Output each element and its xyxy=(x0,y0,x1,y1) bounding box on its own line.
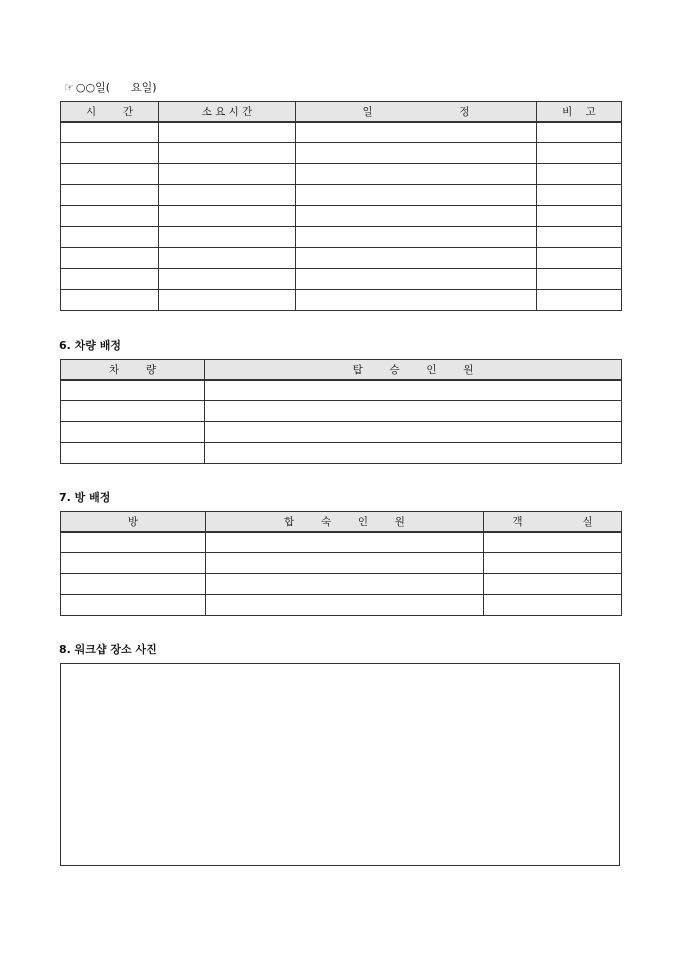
table-cell xyxy=(296,290,537,311)
table-cell xyxy=(159,269,296,290)
table-cell xyxy=(296,143,537,164)
table-cell xyxy=(159,122,296,143)
table-cell xyxy=(205,401,622,422)
schedule-row xyxy=(61,164,622,185)
col-header-duration: 소 요 시 간 xyxy=(159,102,296,122)
table-cell xyxy=(61,269,159,290)
table-cell xyxy=(159,164,296,185)
table-cell xyxy=(61,227,159,248)
table-cell xyxy=(159,206,296,227)
table-cell xyxy=(537,185,622,206)
table-cell xyxy=(205,380,622,401)
table-cell xyxy=(296,248,537,269)
schedule-row xyxy=(61,206,622,227)
day-header-text: ○○일( 요일) xyxy=(75,81,157,94)
table-cell xyxy=(61,574,206,595)
table-cell xyxy=(296,269,537,290)
table-cell xyxy=(206,553,484,574)
photo-section-title: 8. 워크샵 장소 사진 xyxy=(59,643,157,656)
table-cell xyxy=(537,122,622,143)
col-header-room: 방 xyxy=(61,512,206,532)
room-table xyxy=(60,511,622,616)
table-cell xyxy=(206,595,484,616)
table-cell xyxy=(61,595,206,616)
table-cell xyxy=(296,185,537,206)
table-cell xyxy=(537,269,622,290)
table-cell xyxy=(61,206,159,227)
room-row xyxy=(61,553,622,574)
table-cell xyxy=(206,532,484,553)
table-cell xyxy=(296,164,537,185)
schedule-row xyxy=(61,269,622,290)
table-cell xyxy=(159,248,296,269)
room-section-title: 7. 방 배정 xyxy=(59,491,111,504)
schedule-row xyxy=(61,290,622,311)
col-header-passengers: 탑 승 인 원 xyxy=(205,360,622,380)
col-header-guestroom: 객 실 xyxy=(484,512,622,532)
table-cell xyxy=(159,227,296,248)
col-header-lodgers: 합 숙 인 원 xyxy=(206,512,484,532)
table-cell xyxy=(537,290,622,311)
schedule-row xyxy=(61,248,622,269)
vehicle-header-row xyxy=(61,360,622,380)
room-row xyxy=(61,595,622,616)
schedule-row xyxy=(61,227,622,248)
room-header-row xyxy=(61,512,622,532)
vehicle-table xyxy=(60,359,622,464)
table-cell xyxy=(537,143,622,164)
col-header-remarks: 비 고 xyxy=(537,102,622,122)
vehicle-row xyxy=(61,443,622,464)
table-cell xyxy=(206,574,484,595)
vehicle-row xyxy=(61,422,622,443)
table-cell xyxy=(484,595,622,616)
schedule-table xyxy=(60,101,622,311)
table-cell xyxy=(205,443,622,464)
table-cell xyxy=(61,380,205,401)
table-cell xyxy=(296,122,537,143)
schedule-row xyxy=(61,143,622,164)
room-row xyxy=(61,574,622,595)
workshop-photo-box xyxy=(60,663,620,866)
schedule-row xyxy=(61,185,622,206)
vehicle-row xyxy=(61,380,622,401)
table-cell xyxy=(205,422,622,443)
table-cell xyxy=(537,164,622,185)
schedule-header-row xyxy=(61,102,622,122)
table-cell xyxy=(61,122,159,143)
col-header-schedule: 일 정 xyxy=(296,102,537,122)
table-cell xyxy=(61,532,206,553)
table-cell xyxy=(484,553,622,574)
vehicle-section-title: 6. 차량 배정 xyxy=(59,339,121,352)
table-cell xyxy=(159,290,296,311)
table-cell xyxy=(61,290,159,311)
table-cell xyxy=(537,227,622,248)
table-cell xyxy=(61,143,159,164)
day-header xyxy=(64,79,157,95)
table-cell xyxy=(537,206,622,227)
table-cell xyxy=(61,553,206,574)
table-cell xyxy=(61,422,205,443)
schedule-row xyxy=(61,122,622,143)
table-cell xyxy=(296,206,537,227)
vehicle-row xyxy=(61,401,622,422)
table-cell xyxy=(61,401,205,422)
table-cell xyxy=(159,143,296,164)
table-cell xyxy=(484,574,622,595)
table-cell xyxy=(484,532,622,553)
table-cell xyxy=(296,227,537,248)
col-header-vehicle: 차 량 xyxy=(61,360,205,380)
table-cell xyxy=(159,185,296,206)
table-cell xyxy=(537,248,622,269)
pointing-hand-icon: ☞ xyxy=(64,81,74,94)
col-header-time: 시 간 xyxy=(61,102,159,122)
room-row xyxy=(61,532,622,553)
table-cell xyxy=(61,164,159,185)
table-cell xyxy=(61,443,205,464)
table-cell xyxy=(61,185,159,206)
table-cell xyxy=(61,248,159,269)
